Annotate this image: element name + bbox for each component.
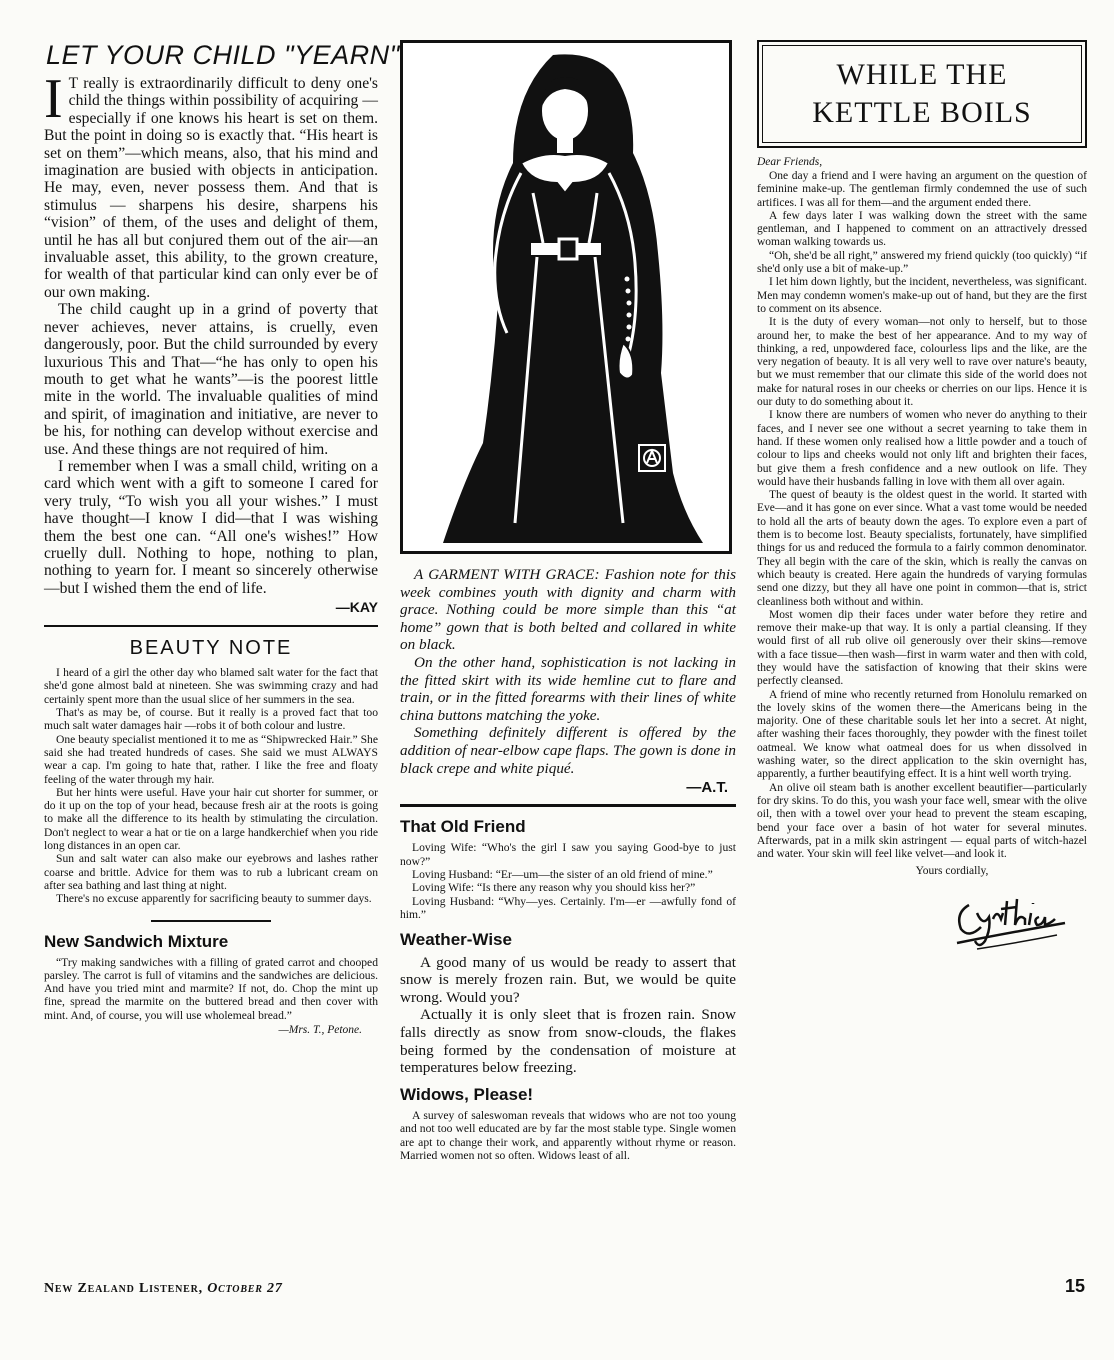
fashion-illustration	[400, 40, 732, 554]
figure-neck	[557, 137, 573, 153]
kettle-body	[757, 170, 1087, 861]
column-middle	[400, 40, 736, 1162]
widows-paragraph: A survey of saleswoman reveals that widows who are not too young and not too well educated are by far the most stable type. Single women are apt to change their work, and apparently without rhyme or reason. Married women not so often. Widows least of all.	[400, 1108, 736, 1162]
dialogue-line: Loving Husband: “Er—um—the sister of an old friend of mine.”	[412, 867, 713, 881]
yearn-paragraph-2: The child caught up in a grind of poverty that never achieves, never attains, is cruelly, even dangerously, poor. But the child surrounded by every luxurious This and That—“he has only to open his mouth to get what he wants”—is the poorest little mite in the world. The invaluable qualities of mind and spirit, of imagination and initiative, are never to be his, for nothing can develop without exercise and use. And these things are not required of him.	[44, 301, 378, 458]
article-body-yearn	[44, 68, 378, 597]
gown-belt-buckle	[559, 239, 577, 259]
kettle-paragraph: I let him down lightly, but the incident, nevertheless, was significant. Men may condemn women's make-up out of hand, but they are the first to comment on its absence.	[757, 276, 1087, 315]
salutation: Dear Friends,	[757, 156, 823, 168]
caption-signature: —A.T.	[686, 779, 728, 797]
sandwich-title: New Sandwich Mixture	[44, 931, 229, 951]
author-signature-kay: —KAY	[335, 599, 378, 616]
kettle-title-line-2: KETTLE BOILS	[812, 96, 1032, 129]
publication-date: October 27	[207, 1281, 283, 1296]
beauty-note-body	[44, 666, 378, 905]
kettle-paragraph: One day a friend and I were having an argument on the question of feminine make-up. The gentleman firmly condemned the use of such artifices. I was all for them—and the argument ended there.	[757, 170, 1087, 209]
caption-paragraph: Something definitely different is offered by the addition of near-elbow cape flaps. The gown is done in black crepe and white piqué.	[400, 724, 736, 777]
yearn-paragraph-1: T really is extraordinarily difficult to deny one's child the things within possibility of acquiring — especially if one knows his heart is set on them. But the point in doing so is exactly that. “His heart is set on them”—which means, also, that his mind and imagination are busied with objects in anticipation. He may, even, never possess them. And that is stimulus — sharpens his desire, sharpens his “vision” of them, of the uses and delight of them, until he has all but conjured them out of the air—an invaluable asset, this ability, to the grown creature, for wealth of that particular kind can only ever be of our own making.	[44, 75, 378, 301]
column-left	[44, 40, 400, 1037]
caption-paragraph: On the other hand, sophistication is not lacking in the fitted skirt with its wide hemline cut to flare and train, or in the fitted forearms with their lines of white china buttons matching the yoke.	[400, 653, 736, 724]
beauty-paragraph: That's as may be, of course. But it really is a proved fact that too much salt water damages hair —robs it of both colour and lustre.	[44, 706, 378, 733]
beauty-paragraph: Sun and salt water can also make our eyebrows and lashes rather coarse and brittle. Advice for them was to rub a lubricant cream on after sea bathing and last thing at night.	[44, 852, 378, 892]
illustration-caption	[400, 566, 736, 777]
widows-body	[400, 1109, 736, 1163]
beauty-paragraph: There's no excuse apparently for sacrificing beauty to summer days.	[56, 892, 372, 906]
beauty-paragraph: One beauty specialist mentioned it to me as “Shipwrecked Hair.” She said she had treated hundreds of cases. She said we must ALWAYS wear a cap. I'm going to hate that, rather. I like the free and floaty feeling of the water through my hair.	[44, 732, 378, 786]
old-friend-title: That Old Friend	[400, 817, 526, 837]
weather-wise-body	[400, 954, 736, 1077]
sandwich-paragraph: “Try making sandwiches with a filling of grated carrot and chooped parsley. The carrot is full of vitamins and the sandwiches are delicious. And have you tried mint and marmite? If not, do. Chop the mint up fine, spread the marmite on the buttered bread and then cover with mint. And, of course, you will use wholemeal bread.”	[44, 955, 378, 1022]
page-footer	[44, 1281, 283, 1297]
widows-title: Widows, Please!	[400, 1084, 534, 1104]
kettle-title-line-1: WHILE THE	[836, 58, 1008, 91]
kettle-header	[762, 45, 1082, 143]
kettle-paragraph: “Oh, she'd be all right,” answered my friend quickly (too quickly) “if she'd only use a bit of make-up.”	[757, 249, 1087, 276]
kettle-header-frame	[757, 40, 1087, 148]
signature-cynthia	[757, 883, 1087, 963]
weather-wise-title: Weather-Wise	[400, 929, 512, 949]
section-divider	[400, 804, 736, 807]
closing: Yours cordially,	[915, 865, 989, 878]
beauty-note-title: BEAUTY NOTE	[129, 637, 293, 660]
article-title-yearn: LET YOUR CHILD "YEARN"	[46, 40, 400, 70]
gown-illustration-svg	[403, 43, 729, 551]
kettle-paragraph: The quest of beauty is the oldest quest in the world. It started with Eve—and it has gone on ever since. What a vast tome would be needed to hold all the arts of beauty down the ages. To explore even a part of them is to become lost. Beauty specialists, fortunately, have simplified things for us and reduced the formula to a fairly common denominator. They all begin with the care of the skin, which is really the canvas on which beauty is created. Here again the hundreds of varying formulas send one dizzy, but they all have one point in common—that is, strict cleanliness both without and within.	[757, 489, 1087, 608]
sandwich-body	[44, 956, 378, 1022]
signature-cynthia-svg	[947, 883, 1087, 957]
section-divider	[44, 625, 378, 627]
column-right	[757, 40, 1087, 963]
old-friend-body	[400, 841, 736, 921]
dialogue-line: Loving Wife: “Who's the girl I saw you saying Good-bye to just now?”	[400, 841, 736, 868]
yearn-paragraph-3: I remember when I was a small child, writing on a card which went with a gift to someone I cared for very truly, “To wish you all your wishes.” I must have thought—I know I did—that I was wishing them the best one can. “All one's wishes!” How cruelly dull. Nothing to hope, nothing to plan, nothing to yearn for. I meant so sincerely otherwise—but I wished them the end of life.	[44, 457, 378, 597]
weather-paragraph: Actually it is only sleet that is frozen rain. Snow falls directly as snow from snow-clouds, the flakes being formed by the condensation of moisture at temperatures below freezing.	[400, 1006, 736, 1077]
beauty-paragraph: I heard of a girl the other day who blamed salt water for the fact that she'd gone almost bald at nineteen. She was swimming crazy and had certainly spent more than the usual slice of her summers in the sea.	[44, 666, 378, 706]
publication-name: New Zealand Listener,	[44, 1281, 203, 1296]
dialogue-line: Loving Wife: “Is there any reason why you should kiss her?”	[412, 881, 696, 895]
beauty-paragraph: But her hints were useful. Have your hair cut shorter for summer, or do it up on the top of your head, because fresh air at the roots is going to make all the difference to its health by stimulating the circulation. Don't neglect to wear a hat or tie on a large handkerchief when you ride long distances in an open car.	[44, 785, 378, 853]
drop-cap: I	[44, 68, 63, 130]
kettle-paragraph: A few days later I was walking down the street with the same gentleman, and I happened to comment on an attractively dressed woman walking towards us.	[757, 209, 1087, 249]
section-divider	[151, 920, 271, 922]
weather-paragraph: A good many of us would be ready to assert that snow is merely frozen rain. But, we would be quite wrong. Would you?	[400, 953, 736, 1006]
caption-paragraph: A GARMENT WITH GRACE: Fashion note for this week combines youth with dignity and charm with grace. Nothing could be more simple than this “at home” gown that is both belted and collared in white on black.	[400, 566, 736, 654]
page-number: 15	[1065, 1276, 1086, 1296]
sandwich-signature: —Mrs. T., Petone.	[278, 1024, 362, 1037]
kettle-paragraph: I know there are numbers of women who never do anything to their faces, and I never see one without a secret yearning to take them in hand. If these women only realised how a little powder and a touch of colour to lips and cheeks would not only lift and brighten their faces, but give them a fresh confidence and a new outlook on life. They would have their husbands falling in love with them all over again.	[757, 409, 1087, 488]
kettle-paragraph: Most women dip their faces under water before they retire and remove their make-up that way. It is only a partial cleansing. If they would first of all rub olive oil generously over their skins—remove with a face tissue—then wash—first in warm water and then with cold, they would have the satisfaction of knowing that their skins were perfectly cleansed.	[757, 608, 1087, 688]
kettle-paragraph: An olive oil steam bath is another excellent beautifier—particularly for dry skins. To do this, you wash your face well, smear with the olive oil, then with a towel over your head to prevent the steam escaping, bend your face over a basin of hot water for several minutes. Afterwards, pat in a milk skin astringent — equal parts of witch-hazel and water. Your skin will feel like velvet—and look it.	[757, 781, 1087, 861]
kettle-paragraph: It is the duty of every woman—not only to herself, but to those around her, to make the best of her appearance. And to my way of thinking, a red, unpowdered face, colourless lips and the like, are the very negation of beauty. It is all very well to rave over nature's beauty, but we must remember that our climate this side of the world does not make for natural roses in our cheeks or cherries on our lips. Hence it is our duty to do something about it.	[757, 316, 1087, 409]
dialogue-line: Loving Husband: “Why—yes. Certainly. I'm—er —awfully fond of him.”	[400, 894, 736, 922]
kettle-paragraph: A friend of mine who recently returned from Honolulu remarked on the lovely skins of the women there—the Americans being in the majority. One of these charitable souls let her into a secret. At night, after washing their faces thoroughly, they powder with the finest toilet oatmeal. We know what oatmeal does for us when dissolved in washing water, so the direct application to the skin overnight has, apparently, a further beautifying effect. It is a hint well worth trying.	[757, 688, 1087, 781]
